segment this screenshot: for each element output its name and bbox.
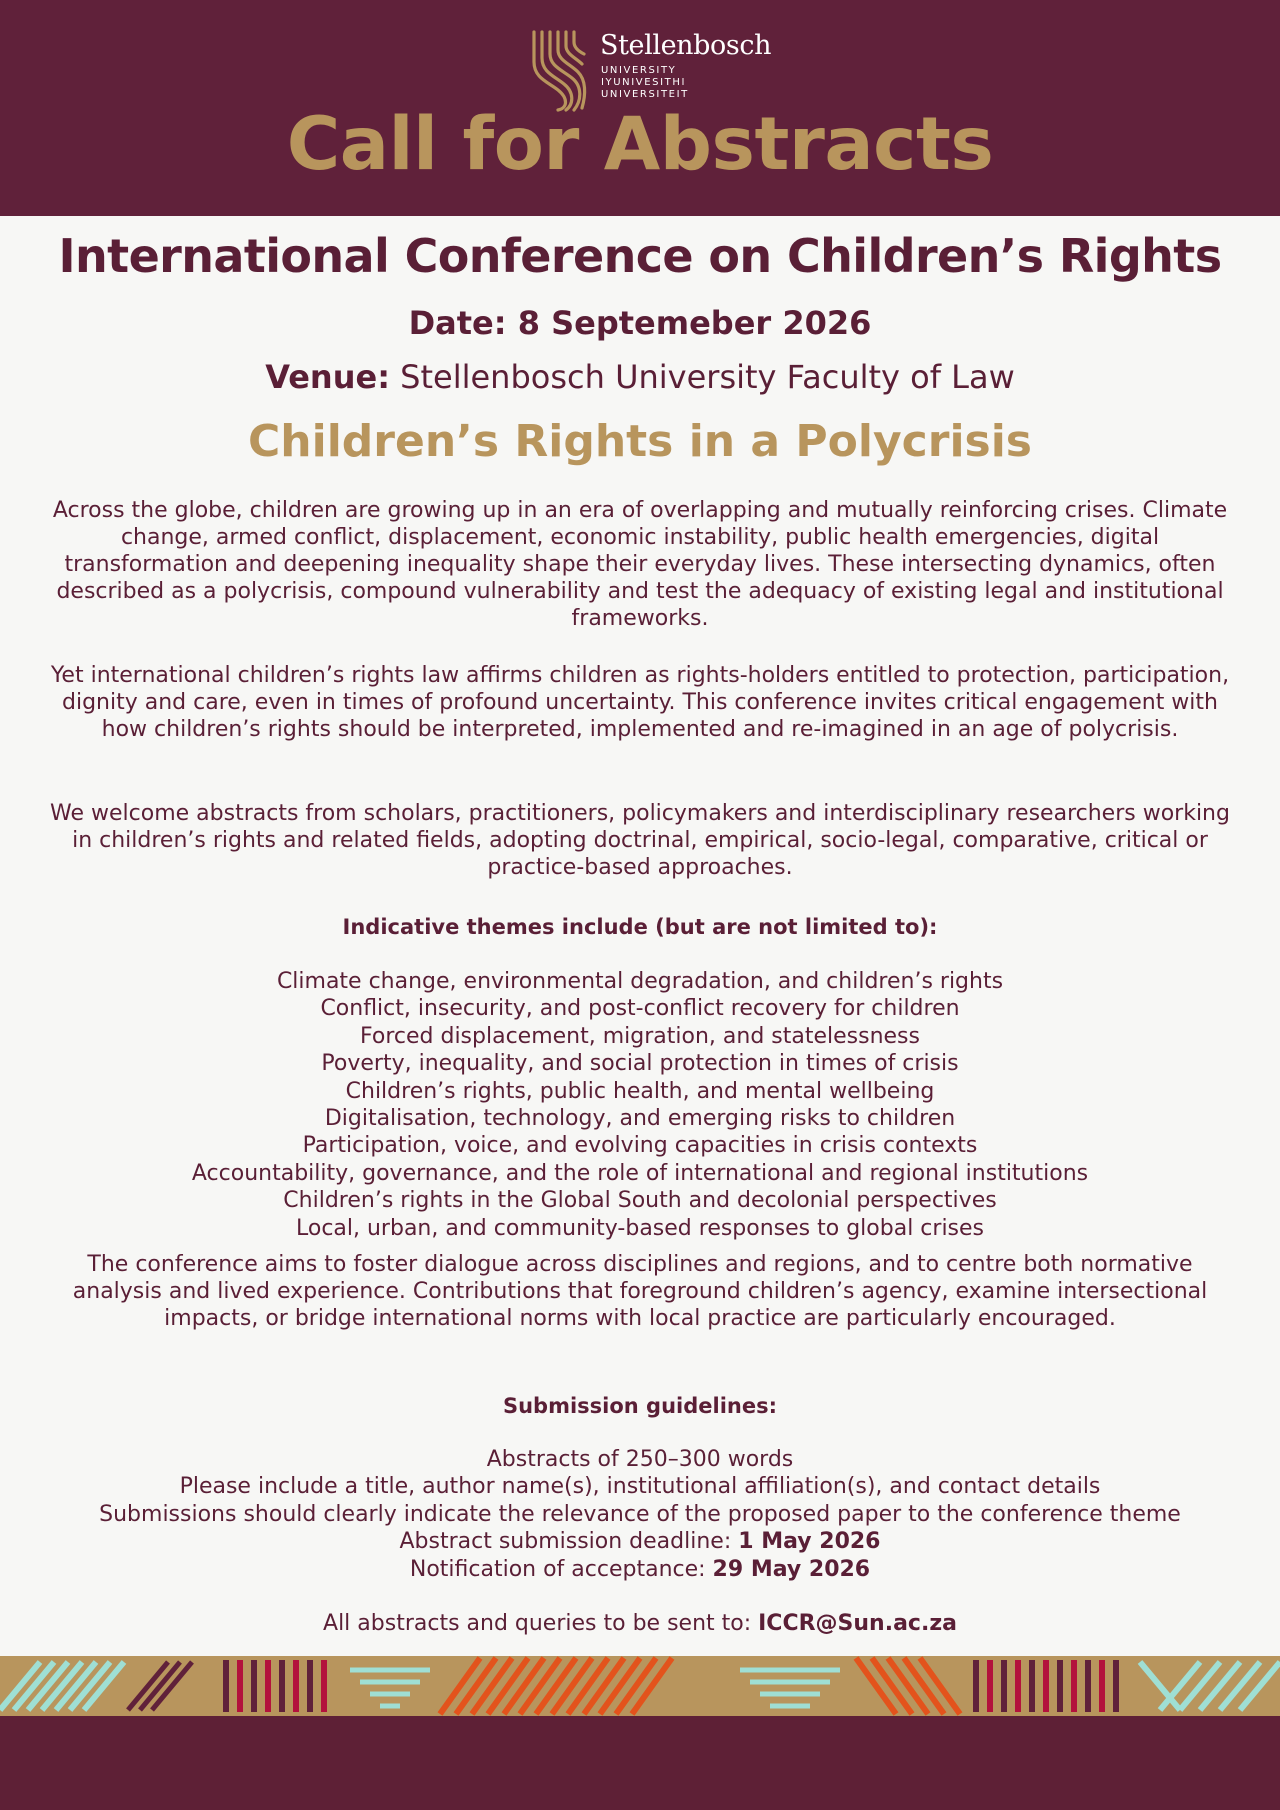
- themes-list: [0, 968, 1280, 1242]
- guideline-notification: [0, 1556, 1280, 1583]
- theme-item: Accountability, governance, and the role of international and regional institutions: [191, 1160, 1089, 1186]
- logo-line-universiteit: UNIVERSITEIT: [601, 89, 689, 100]
- theme-item: Forced displacement, migration, and statelessness: [360, 1023, 920, 1049]
- university-logo: [528, 28, 772, 112]
- conference-theme: Children’s Rights in a Polycrisis: [248, 416, 1032, 467]
- theme-item: Local, urban, and community-based responses to global crises: [295, 1215, 985, 1241]
- rights-paragraph: Yet international children’s rights law affirms children as rights-holders entitled to protection, participation, dignity and care, even in times of profound uncertainty. This conference invites critical engagement with how children’s rights should be interpreted, implemented and re-imagined in an age of polycrisis.: [50, 663, 1230, 742]
- venue-value: Stellenbosch University Faculty of Law: [389, 358, 1015, 396]
- guideline-include: Please include a title, author name(s), institutional affiliation(s), and contact details: [179, 1474, 1101, 1500]
- guideline-word-count: Abstracts of 250–300 words: [486, 1447, 794, 1472]
- conference-date: Date: 8 Septemeber 2026: [408, 304, 872, 342]
- page-title: Call for Abstracts: [286, 102, 994, 187]
- footer-band: [0, 1716, 1280, 1810]
- university-crest-icon: [528, 28, 590, 112]
- submission-guidelines-list: [0, 1446, 1280, 1583]
- header-banner: [0, 0, 1280, 216]
- deadline-label: Abstract submission deadline:: [399, 1529, 739, 1555]
- theme-item: Climate change, environmental degradation, and children’s rights: [276, 969, 1004, 994]
- theme-item: Digitalisation, technology, and emerging risks to children: [324, 1106, 956, 1132]
- welcome-paragraph: We welcome abstracts from scholars, practitioners, policymakers and interdisciplinary researchers working in children’s rights and related fields, adopting doctrinal, empirical, socio-legal, comparative, critical or practice-based approaches.: [50, 801, 1230, 880]
- theme-item: Children’s rights in the Global South and decolonial perspectives: [283, 1188, 997, 1214]
- venue-label: Venue:: [265, 358, 390, 396]
- conference-title: International Conference on Children’s Rights: [58, 229, 1222, 283]
- submission-heading: Submission guidelines:: [502, 1394, 777, 1418]
- conference-venue: [0, 358, 1280, 396]
- aims-paragraph: The conference aims to foster dialogue across disciplines and regions, and to centre both normative analysis and lived experience. Contributions that foreground children’s agency, examine intersectional impacts, or bridge international norms with local practice are particularly encouraged.: [72, 1252, 1208, 1331]
- logo-line-iyunivesithi: IYUNIVESITHI: [601, 77, 687, 88]
- theme-item: Poverty, inequality, and social protection in times of crisis: [321, 1051, 959, 1077]
- contact-label: All abstracts and queries to be sent to:: [323, 1611, 759, 1636]
- intro-paragraph: Across the globe, children are growing up in an era of overlapping and mutually reinforcing crises. Climate change, armed conflict, displacement, economic instability, public health emergencies, digital transformation and deepening inequality shape their everyday lives. These intersecting dynamics, often described as a polycrisis, compound vulnerability and test the adequacy of existing legal and institutional frameworks.: [52, 498, 1228, 631]
- notification-label: Notification of acceptance:: [409, 1556, 713, 1582]
- guideline-deadline: [0, 1528, 1280, 1555]
- themes-heading: Indicative themes include (but are not limited to):: [342, 915, 938, 939]
- deadline-value: 1 May 2026: [738, 1529, 881, 1555]
- theme-item: Conflict, insecurity, and post-conflict recovery for children: [320, 996, 960, 1022]
- logo-name: Stellenbosch: [600, 30, 772, 61]
- decorative-pattern-band: [0, 1656, 1280, 1716]
- contact-email[interactable]: ICCR@Sun.ac.za: [758, 1611, 957, 1636]
- contact-line: [0, 1611, 1280, 1636]
- theme-item: Children’s rights, public health, and mental wellbeing: [345, 1078, 935, 1104]
- logo-line-university: UNIVERSITY: [601, 65, 677, 76]
- notification-value: 29 May 2026: [712, 1556, 871, 1582]
- guideline-relevance: Submissions should clearly indicate the relevance of the proposed paper to the conference theme: [99, 1501, 1181, 1527]
- theme-item: Participation, voice, and evolving capacities in crisis contexts: [302, 1133, 978, 1159]
